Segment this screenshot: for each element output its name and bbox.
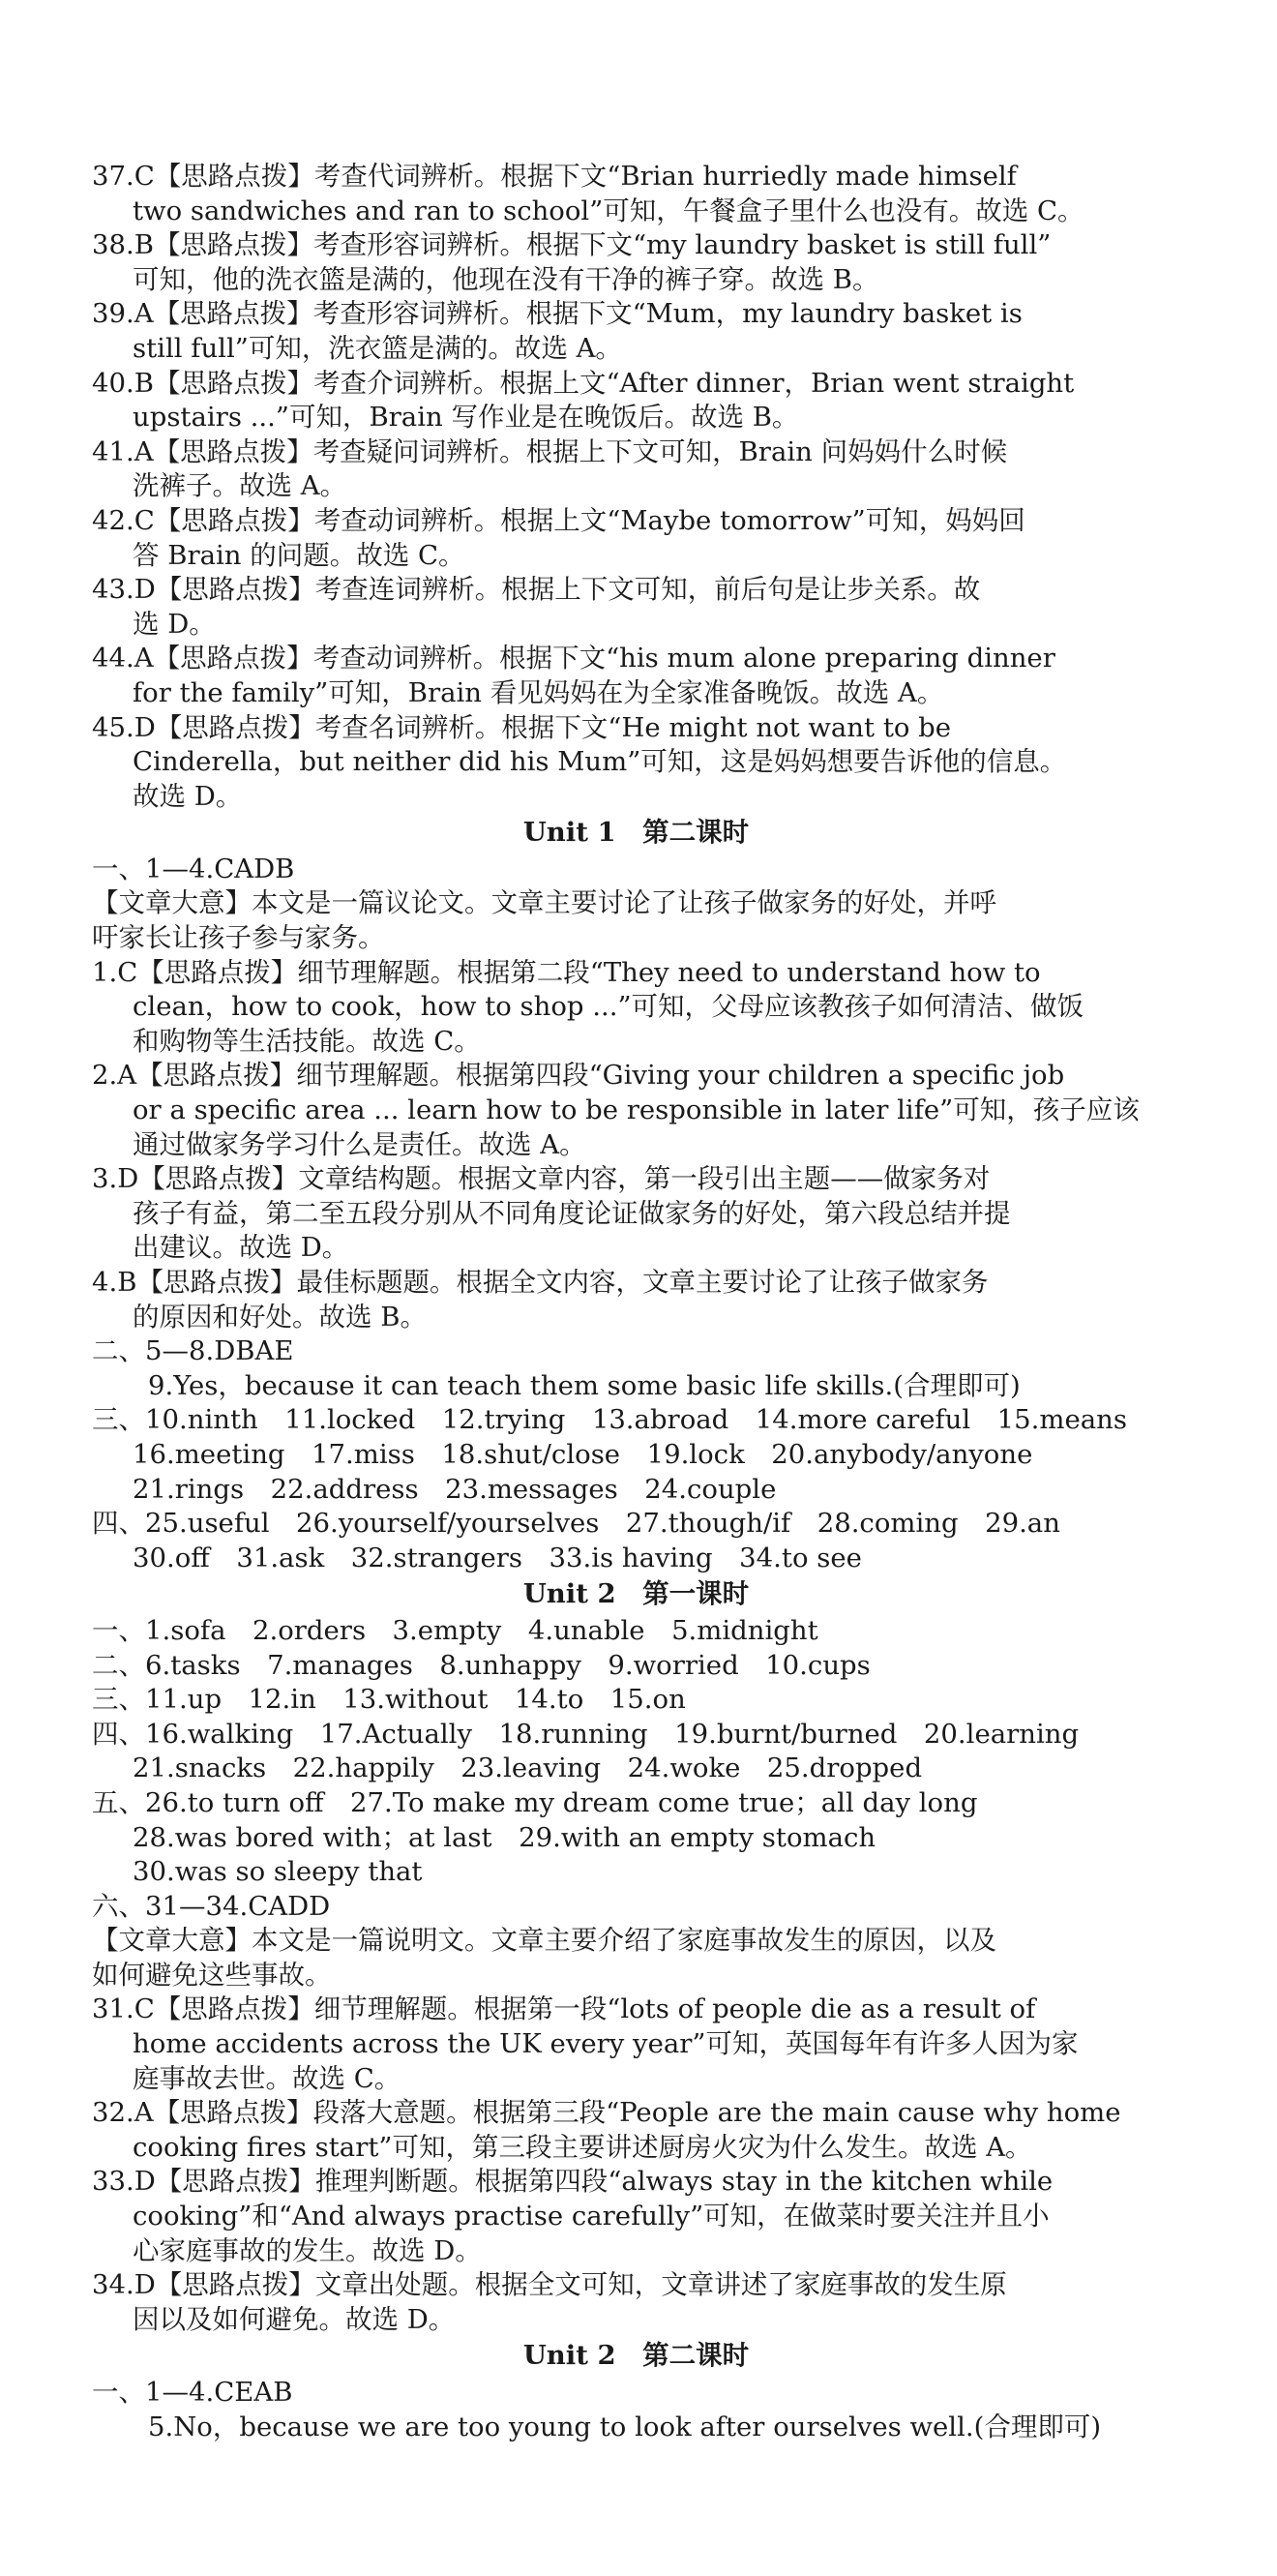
text-line: 四、25.useful 26.yourself/yourselves 27.though/if 28.coming 29.an <box>92 1508 1060 1540</box>
section-heading: Unit 2 第一课时 <box>522 1578 750 1610</box>
text-line: 心家庭事故的发生。故选 D。 <box>133 2234 482 2266</box>
text-line: 21.rings 22.address 23.messages 24.couple <box>133 1473 777 1505</box>
text-line: 一、1—4.CEAB <box>92 2377 293 2408</box>
text-line: 【文章大意】本文是一篇议论文。文章主要讨论了让孩子做家务的好处，并呼 <box>92 887 996 919</box>
text-line: or a specific area ... learn how to be responsible in later life”可知，孩子应该 <box>133 1094 1140 1126</box>
text-line: 31.C【思路点拨】细节理解题。根据第一段“lots of people die as a result of <box>92 1993 1036 2025</box>
text-line: two sandwiches and ran to school”可知，午餐盒子里什么也没有。故选 C。 <box>133 195 1084 226</box>
text-line: 一、1—4.CADB <box>92 853 295 884</box>
text-line: 34.D【思路点拨】文章出处题。根据全文可知，文章讲述了家庭事故的发生原 <box>92 2269 1007 2301</box>
text-line: 32.A【思路点拨】段落大意题。根据第三段“People are the main cause why home <box>92 2097 1121 2129</box>
text-line: 答 Brain 的问题。故选 C。 <box>133 539 465 571</box>
text-line: 4.B【思路点拨】最佳标题题。根据全文内容，文章主要讨论了让孩子做家务 <box>92 1267 989 1298</box>
text-line: 43.D【思路点拨】考查连词辨析。根据上下文可知，前后句是让步关系。故 <box>92 574 981 606</box>
text-line: Cinderella，but neither did his Mum”可知，这是妈妈想要告诉他的信息。 <box>133 746 1067 778</box>
text-line: 45.D【思路点拨】考查名词辨析。根据下文“He might not want to be <box>92 711 952 743</box>
text-line: 44.A【思路点拨】考查动词辨析。根据下文“his mum alone preparing dinner <box>92 643 1055 674</box>
text-line: 16.meeting 17.miss 18.shut/close 19.lock 20.anybody/anyone <box>133 1438 1033 1470</box>
text-line: 可知，他的洗衣篮是满的，他现在没有干净的裤子穿。故选 B。 <box>133 263 879 295</box>
text-line: 四、16.walking 17.Actually 18.running 19.burnt/burned 20.learning <box>92 1718 1080 1750</box>
text-line: 1.C【思路点拨】细节理解题。根据第二段“They need to understand how to <box>92 956 1041 988</box>
text-line: home accidents across the UK every year”可知，英国每年有许多人因为家 <box>133 2028 1079 2060</box>
text-line: 41.A【思路点拨】考查疑问词辨析。根据上下文可知，Brain 问妈妈什么时候 <box>92 435 1008 467</box>
text-line: 39.A【思路点拨】考查形容词辨析。根据下文“Mum，my laundry basket is <box>92 298 1023 330</box>
text-line: for the family”可知，Brain 看见妈妈在为全家准备晚饭。故选 A。 <box>133 676 944 708</box>
text-line: 5.No，because we are too young to look after ourselves well.(合理即可) <box>148 2411 1102 2442</box>
text-line: 三、11.up 12.in 13.without 14.to 15.on <box>92 1684 686 1716</box>
text-line: 吁家长让孩子参与家务。 <box>92 922 385 954</box>
text-line: 21.snacks 22.happily 23.leaving 24.woke 25.dropped <box>133 1752 923 1784</box>
text-line: 一、1.sofa 2.orders 3.empty 4.unable 5.midnight <box>92 1614 818 1646</box>
text-line: 二、6.tasks 7.manages 8.unhappy 9.worried 10.cups <box>92 1649 871 1681</box>
text-line: 二、5—8.DBAE <box>92 1335 294 1367</box>
text-line: 38.B【思路点拨】考查形容词辨析。根据下文“my laundry basket is still full” <box>92 229 1052 261</box>
text-line: 故选 D。 <box>133 780 243 812</box>
text-line: 30.was so sleepy that <box>133 1856 423 1888</box>
text-line: 五、26.to turn off 27.To make my dream come true；all day long <box>92 1786 978 1818</box>
text-line: 9.Yes，because it can teach them some basic life skills.(合理即可) <box>148 1369 1021 1401</box>
text-line: cooking fires start”可知，第三段主要讲述厨房火灾为什么发生。故选 A。 <box>133 2131 1032 2163</box>
text-line: 42.C【思路点拨】考查动词辨析。根据上文“Maybe tomorrow”可知，妈妈回 <box>92 504 1025 536</box>
text-line: 选 D。 <box>133 608 216 640</box>
text-line: 和购物等生活技能。故选 C。 <box>133 1025 481 1057</box>
text-line: 2.A【思路点拨】细节理解题。根据第四段“Giving your children a specific job <box>92 1060 1065 1092</box>
text-line: 出建议。故选 D。 <box>133 1232 349 1264</box>
text-line: 28.was bored with；at last 29.with an empty stomach <box>133 1821 876 1853</box>
text-line: 33.D【思路点拨】推理判断题。根据第四段“always stay in the kitchen while <box>92 2166 1054 2198</box>
text-line: 的原因和好处。故选 B。 <box>133 1301 427 1333</box>
text-line: 六、31—34.CADD <box>92 1890 331 1922</box>
text-line: 三、10.ninth 11.locked 12.trying 13.abroad 14.more careful 15.means <box>92 1404 1127 1436</box>
text-line: 通过做家务学习什么是责任。故选 A。 <box>133 1128 586 1160</box>
text-line: cooking”和“And always practise carefully”可知，在做菜时要关注并且小 <box>133 2201 1050 2232</box>
text-line: 洗裤子。故选 A。 <box>133 470 347 502</box>
text-line: 37.C【思路点拨】考查代词辨析。根据下文“Brian hurriedly made himself <box>92 161 1017 192</box>
text-line: still full”可知，洗衣篮是满的。故选 A。 <box>133 332 622 364</box>
text-line: clean，how to cook，how to shop ...”可知，父母应该教孩子如何清洁、做饭 <box>133 991 1084 1023</box>
text-line: 庭事故去世。故选 C。 <box>133 2062 401 2094</box>
text-line: 因以及如何避免。故选 D。 <box>133 2303 456 2335</box>
text-line: 30.off 31.ask 32.strangers 33.is having 34.to see <box>133 1542 862 1573</box>
text-line: 孩子有益，第二至五段分别从不同角度论证做家务的好处，第六段总结并提 <box>133 1197 1011 1229</box>
text-line: 40.B【思路点拨】考查介词辨析。根据上文“After dinner，Brian went straight <box>92 367 1075 399</box>
section-heading: Unit 1 第二课时 <box>522 817 750 849</box>
text-line: 【文章大意】本文是一篇说明文。文章主要介绍了家庭事故发生的原因，以及 <box>92 1925 996 1957</box>
text-line: 如何避免这些事故。 <box>92 1959 332 1991</box>
text-line: 3.D【思路点拨】文章结构题。根据文章内容，第一段引出主题——做家务对 <box>92 1163 991 1195</box>
text-line: upstairs ...”可知，Brain 写作业是在晚饭后。故选 B。 <box>133 402 799 434</box>
section-heading: Unit 2 第二课时 <box>522 2340 750 2372</box>
